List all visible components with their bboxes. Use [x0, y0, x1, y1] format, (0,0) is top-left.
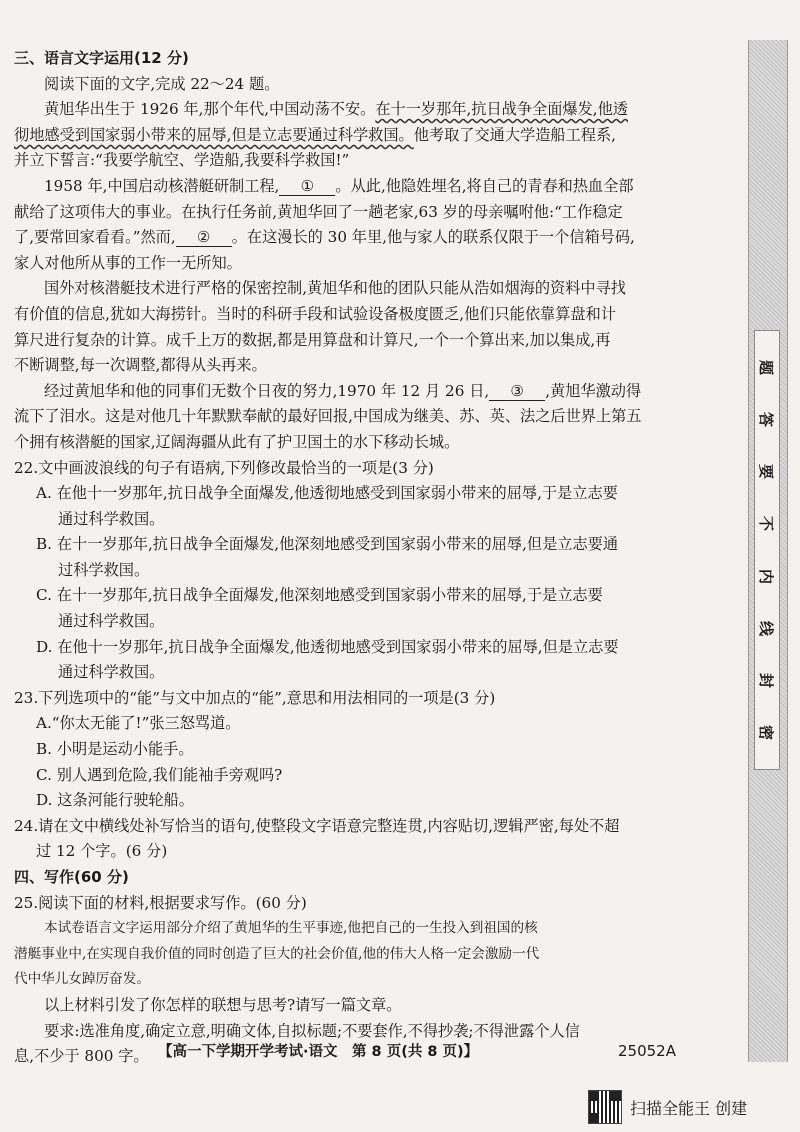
material-line: 代中华儿女踔厉奋发。 — [14, 971, 150, 988]
passage-line: 算尺进行复杂的计算。成千上万的数据,都是用算盘和计算尺,一个一个算出来,加以集成,再 — [14, 330, 611, 349]
passage-line: 彻地感受到国家弱小带来的屈辱,但是立志要通过科学救国。他考取了交通大学造船工程系, — [14, 125, 616, 144]
material-line: 本试卷语言文字运用部分介绍了黄旭华的生平事迹,他把自己的一生投入到祖国的核 — [44, 920, 538, 937]
wavy-underlined-sentence: 彻地感受到国家弱小带来的屈辱,但是立志要通过科学救国。 — [14, 125, 414, 144]
reading-instruction: 阅读下面的文字,完成 22～24 题。 — [44, 74, 280, 93]
option-22-c: C. 在十一岁那年,抗日战争全面爆发,他深刻地感受到国家弱小带来的屈辱,于是立志要 — [36, 586, 603, 605]
passage-line: 国外对核潜艇技术进行严格的保密控制,黄旭华和他的团队只能从浩如烟海的资料中寻找 — [44, 279, 626, 298]
writing-prompt: 以上材料引发了你怎样的联想与思考?请写一篇文章。 — [44, 995, 402, 1014]
wavy-underlined-sentence: 在十一岁那年,抗日战争全面爆发,他透 — [375, 100, 628, 119]
passage-line: 个拥有核潜艇的国家,辽阔海疆从此有了护卫国土的水下移动长城。 — [14, 432, 460, 451]
question-25: 25.阅读下面的材料,根据要求写作。(60 分) — [14, 893, 307, 912]
option-23-c: C. 别人遇到危险,我们能袖手旁观吗? — [36, 765, 283, 784]
scanner-watermark — [588, 1090, 747, 1124]
passage-line: 并立下誓言:“我要学航空、学造船,我要科学救国!” — [14, 151, 350, 170]
option-23-d: D. 这条河能行驶轮船。 — [36, 791, 194, 810]
seal-char: 密 — [757, 724, 776, 740]
qr-code-icon — [588, 1090, 622, 1124]
question-22: 22.文中画波浪线的句子有语病,下列修改最恰当的一项是(3 分) — [14, 458, 434, 477]
option-22-b-cont: 过科学救国。 — [58, 560, 150, 579]
writing-requirements-cont: 息,不少于 800 字。 — [14, 1047, 149, 1066]
material-line: 潜艇事业中,在实现自我价值的同时创造了巨大的社会价值,他的伟大人格一定会激励一代 — [14, 945, 540, 962]
seal-char: 要 — [757, 464, 776, 480]
seal-char: 内 — [757, 568, 776, 584]
passage-line: 经过黄旭华和他的同事们无数个日夜的努力,1970 年 12 月 26 日, ③ ,黄旭华激动得 — [44, 381, 642, 400]
seal-line-notice — [754, 330, 780, 770]
blank-3: ③ — [489, 382, 545, 401]
option-23-a: A.“你太无能了!”张三怒骂道。 — [36, 714, 241, 733]
passage-line: 有价值的信息,犹如大海捞针。当时的科研手段和试验设备极度匮乏,他们只能依靠算盘和计 — [14, 304, 616, 323]
section-three-title: 三、语言文字运用(12 分) — [14, 49, 189, 67]
seal-char: 封 — [757, 672, 776, 688]
option-22-d-cont: 通过科学救国。 — [58, 663, 165, 682]
passage-line: 了,要常回家看看。”然而, ② 。在这漫长的 30 年里,他与家人的联系仅限于一个信箱号码, — [14, 228, 635, 247]
exam-content — [14, 46, 736, 1070]
passage-line: 家人对他所从事的工作一无所知。 — [14, 253, 242, 272]
writing-requirements: 要求:选准角度,确定立意,明确文体,自拟标题;不要套作,不得抄袭;不得泄露个人信 — [44, 1021, 580, 1040]
blank-1: ① — [279, 177, 335, 196]
seal-char: 不 — [757, 516, 776, 532]
blank-2: ② — [176, 228, 232, 247]
passage-line: 不断调整,每一次调整,都得从头再来。 — [14, 356, 267, 375]
watermark-text: 扫描全能王 创建 — [630, 1098, 748, 1118]
option-22-d: D. 在他十一岁那年,抗日战争全面爆发,他透彻地感受到国家弱小带来的屈辱,但是立志要 — [36, 637, 619, 656]
seal-char: 题 — [757, 359, 776, 376]
seal-char: 线 — [757, 620, 776, 636]
passage-line: 1958 年,中国启动核潜艇研制工程, ① 。从此,他隐姓埋名,将自己的青春和热血全部 — [44, 176, 634, 195]
option-22-b: B. 在十一岁那年,抗日战争全面爆发,他深刻地感受到国家弱小带来的屈辱,但是立志要通 — [36, 535, 619, 554]
section-four-title: 四、写作(60 分) — [14, 868, 129, 886]
option-22-a-cont: 通过科学救国。 — [58, 509, 165, 528]
passage-line: 黄旭华出生于 1926 年,那个年代,中国动荡不安。在十一岁那年,抗日战争全面爆发,他透 — [44, 100, 628, 119]
question-23: 23.下列选项中的“能”与文中加点的“能”,意思和用法相同的一项是(3 分) — [14, 688, 496, 707]
exam-code: 25052A — [618, 1042, 676, 1060]
seal-char: 答 — [757, 412, 776, 428]
question-24-cont: 过 12 个字。(6 分) — [36, 842, 168, 861]
passage-line: 献给了这项伟大的事业。在执行任务前,黄旭华回了一趟老家,63 岁的母亲嘱咐他:“工作稳定 — [14, 202, 623, 221]
option-22-c-cont: 通过科学救国。 — [58, 612, 165, 631]
question-24: 24.请在文中横线处补写恰当的语句,使整段文字语意完整连贯,内容贴切,逻辑严密,每处不超 — [14, 816, 620, 835]
passage-line: 流下了泪水。这是对他几十年默默奉献的最好回报,中国成为继美、苏、英、法之后世界上第五 — [14, 407, 642, 426]
option-22-a: A. 在他十一岁那年,抗日战争全面爆发,他透彻地感受到国家弱小带来的屈辱,于是立志要 — [36, 484, 618, 503]
page-footer: 【高一下学期开学考试·语文 第 8 页(共 8 页)】 — [158, 1044, 479, 1060]
option-23-b: B. 小明是运动小能手。 — [36, 740, 194, 759]
